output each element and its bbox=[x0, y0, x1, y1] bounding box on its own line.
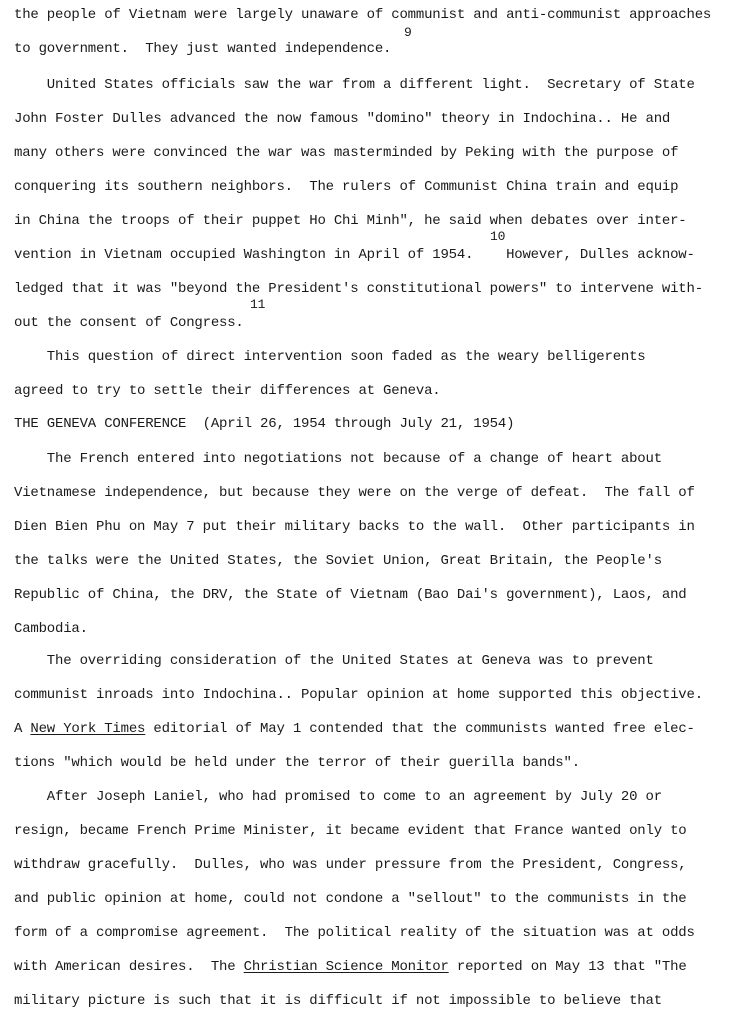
text-line: in China the troops of their puppet Ho Chi Minh", he said when debates over inter- bbox=[14, 213, 687, 229]
text-line: vention in Vietnam occupied Washington in April of 1954. However, Dulles acknow- bbox=[14, 247, 695, 263]
text-line: military picture is such that it is difficult if not impossible to believe that bbox=[14, 993, 662, 1009]
text-line: conquering its southern neighbors. The rulers of Communist China train and equip bbox=[14, 179, 679, 195]
text-line: form of a compromise agreement. The political reality of the situation was at odds bbox=[14, 925, 695, 941]
text-line: communist inroads into Indochina.. Popular opinion at home supported this objective. bbox=[14, 687, 703, 703]
text-line: John Foster Dulles advanced the now famous "domino" theory in Indochina.. He and bbox=[14, 111, 671, 127]
text-line: After Joseph Laniel, who had promised to come to an agreement by July 20 or bbox=[14, 789, 662, 805]
section-heading: THE GENEVA CONFERENCE (April 26, 1954 through July 21, 1954) bbox=[14, 416, 515, 432]
text-line: to government. They just wanted independence. bbox=[14, 41, 392, 57]
footnote-ref-9: 9 bbox=[404, 25, 412, 40]
text-line-with-title: with American desires. The Christian Science Monitor reported on May 13 that "The bbox=[14, 959, 687, 975]
text-line: United States officials saw the war from a different light. Secretary of State bbox=[14, 77, 695, 93]
text-line: Cambodia. bbox=[14, 621, 88, 637]
text-line: many others were convinced the war was masterminded by Peking with the purpose of bbox=[14, 145, 679, 161]
text-line: This question of direct intervention soon faded as the weary belligerents bbox=[14, 349, 646, 365]
text-line: the talks were the United States, the Soviet Union, Great Britain, the People's bbox=[14, 553, 662, 569]
publication-title: Christian Science Monitor bbox=[243, 959, 449, 975]
text-line: out the consent of Congress. bbox=[14, 315, 244, 331]
text-line: tions "which would be held under the terror of their guerilla bands". bbox=[14, 755, 580, 771]
text-line: The French entered into negotiations not because of a change of heart about bbox=[14, 451, 662, 467]
text-line: withdraw gracefully. Dulles, who was under pressure from the President, Congress, bbox=[14, 857, 687, 873]
text-line: ledged that it was "beyond the President's constitutional powers" to intervene with- bbox=[14, 281, 703, 297]
text-line-with-title: A New York Times editorial of May 1 contended that the communists wanted free elec- bbox=[14, 721, 695, 737]
text-line: Dien Bien Phu on May 7 put their military backs to the wall. Other participants in bbox=[14, 519, 695, 535]
text-line: Republic of China, the DRV, the State of Vietnam (Bao Dai's government), Laos, and bbox=[14, 587, 687, 603]
publication-title: New York Times bbox=[30, 721, 146, 737]
footnote-ref-11: 11 bbox=[250, 297, 266, 312]
footnote-ref-10: 10 bbox=[490, 229, 506, 244]
text-line: and public opinion at home, could not condone a "sellout" to the communists in the bbox=[14, 891, 687, 907]
text-line: resign, became French Prime Minister, it became evident that France wanted only to bbox=[14, 823, 687, 839]
text-line: Vietnamese independence, but because they were on the verge of defeat. The fall of bbox=[14, 485, 695, 501]
text-line: The overriding consideration of the United States at Geneva was to prevent bbox=[14, 653, 654, 669]
text-line: the people of Vietnam were largely unaware of communist and anti-communist approaches bbox=[14, 7, 712, 23]
text-line: agreed to try to settle their differences at Geneva. bbox=[14, 383, 441, 399]
